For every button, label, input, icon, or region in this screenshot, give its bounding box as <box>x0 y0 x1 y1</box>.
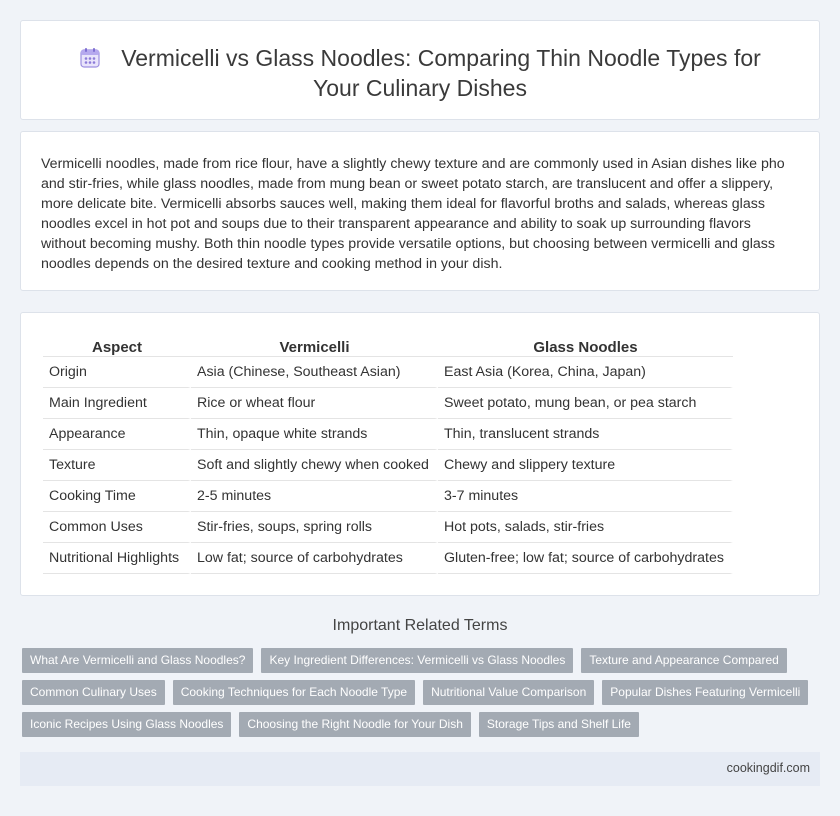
table-cell: Soft and slightly chewy when cooked <box>191 450 438 481</box>
tag-row <box>22 680 822 712</box>
table-cell: Thin, opaque white strands <box>191 419 438 450</box>
table-cell: 2-5 minutes <box>191 481 438 512</box>
table-cell: Origin <box>43 357 191 388</box>
table-row <box>43 357 733 388</box>
related-tag[interactable]: Choosing the Right Noodle for Your Dish <box>239 712 470 737</box>
calendar-icon <box>79 46 101 68</box>
related-tag[interactable]: Popular Dishes Featuring Vermicelli <box>602 680 808 705</box>
table-cell: Asia (Chinese, Southeast Asian) <box>191 357 438 388</box>
header-vermicelli: Vermicelli <box>191 335 438 357</box>
table-cell: Chewy and slippery texture <box>438 450 733 481</box>
summary-card <box>20 131 820 291</box>
table-cell: Stir-fries, soups, spring rolls <box>191 512 438 543</box>
table-cell: Cooking Time <box>43 481 191 512</box>
table-cell: Gluten-free; low fat; source of carbohydrates <box>438 543 733 574</box>
related-terms-title: Important Related Terms <box>332 617 508 634</box>
related-tag[interactable]: Key Ingredient Differences: Vermicelli vs Glass Noodles <box>261 648 573 673</box>
header-card <box>20 20 820 120</box>
related-terms-list <box>22 648 822 744</box>
table-cell: Appearance <box>43 419 191 450</box>
related-tag[interactable]: Iconic Recipes Using Glass Noodles <box>22 712 231 737</box>
table-cell: Sweet potato, mung bean, or pea starch <box>438 388 733 419</box>
related-tag[interactable]: Nutritional Value Comparison <box>423 680 594 705</box>
page-title-wrap <box>61 43 779 103</box>
table-cell: Common Uses <box>43 512 191 543</box>
table-row <box>43 543 733 574</box>
related-tag[interactable]: Storage Tips and Shelf Life <box>479 712 639 737</box>
table-cell: Thin, translucent strands <box>438 419 733 450</box>
footer <box>20 752 820 786</box>
table-cell: Low fat; source of carbohydrates <box>191 543 438 574</box>
table-cell: Hot pots, salads, stir-fries <box>438 512 733 543</box>
table-row <box>43 450 733 481</box>
table-header-row <box>43 335 733 357</box>
related-tag[interactable]: What Are Vermicelli and Glass Noodles? <box>22 648 253 673</box>
related-tag[interactable]: Texture and Appearance Compared <box>581 648 786 673</box>
tag-row <box>22 712 822 744</box>
header-aspect: Aspect <box>43 335 191 357</box>
table-cell: Texture <box>43 450 191 481</box>
header-glass-noodles: Glass Noodles <box>438 335 733 357</box>
table-cell: Main Ingredient <box>43 388 191 419</box>
site-link[interactable]: cookingdif.com <box>726 761 810 775</box>
table-row <box>43 388 733 419</box>
table-row <box>43 512 733 543</box>
tag-row <box>22 648 822 680</box>
table-cell: Nutritional Highlights <box>43 543 191 574</box>
table-cell: Rice or wheat flour <box>191 388 438 419</box>
comparison-table-card <box>20 312 820 596</box>
table-row <box>43 481 733 512</box>
table-cell: 3-7 minutes <box>438 481 733 512</box>
table-row <box>43 419 733 450</box>
table-cell: East Asia (Korea, China, Japan) <box>438 357 733 388</box>
page-title: Vermicelli vs Glass Noodles: Comparing Thin Noodle Types for Your Culinary Dishes <box>121 45 761 101</box>
related-tag[interactable]: Cooking Techniques for Each Noodle Type <box>173 680 415 705</box>
related-tag[interactable]: Common Culinary Uses <box>22 680 165 705</box>
summary-text: Vermicelli noodles, made from rice flour, have a slightly chewy texture and are commonly used in Asian dishes like pho and stir-fries, while glass noodles, made from mung bean or sweet potato starch, are translucent and offer a slippery, more delicate bite. Vermicelli absorbs sauces well, making them ideal for flavorful broths and salads, whereas glass noodles excel in hot pot and soups due to their transparent appearance and ability to soak up surrounding flavors without becoming mushy. Both thin noodle types provide versatile options, but choosing between vermicelli and glass noodles depends on the desired texture and cooking method in your dish. <box>41 156 785 272</box>
comparison-table <box>43 335 733 574</box>
